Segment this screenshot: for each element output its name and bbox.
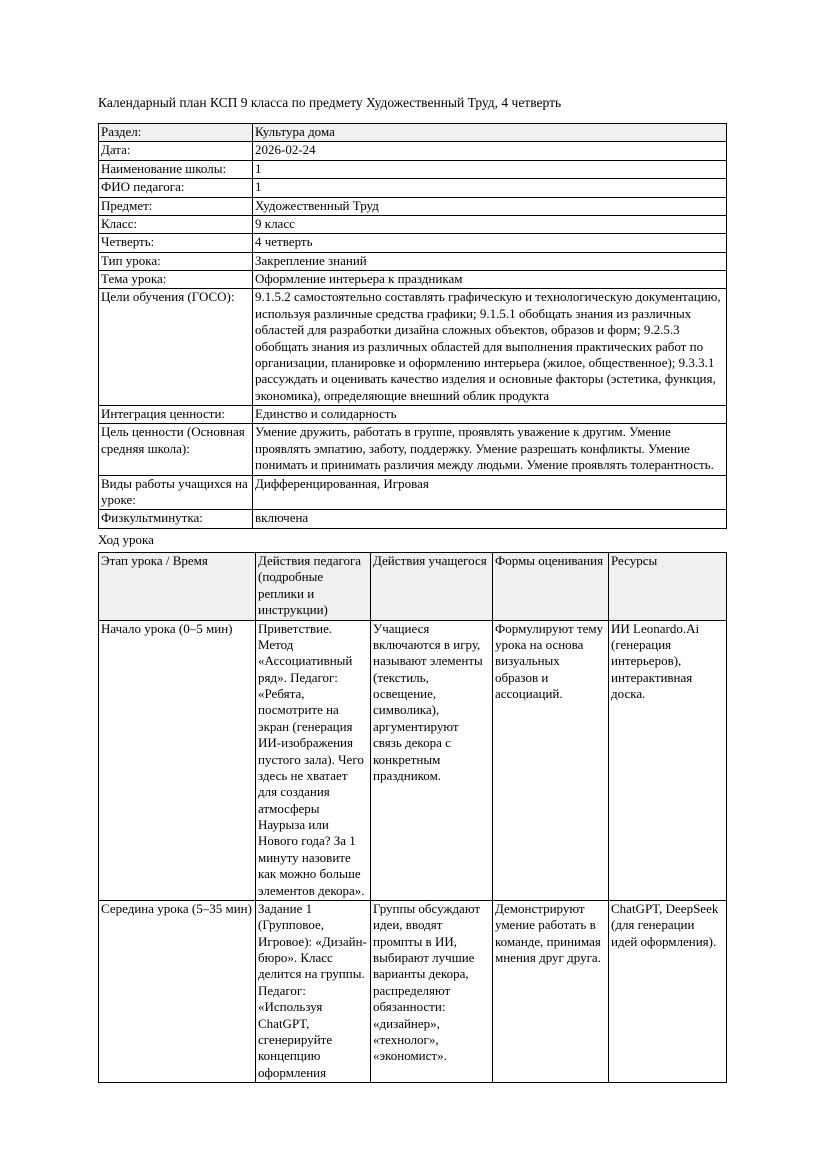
info-value-razdel: Культура дома (253, 124, 727, 142)
document-content (98, 94, 726, 1083)
info-label-quarter: Четверть: (99, 234, 253, 252)
info-value-lesson-topic: Оформление интерьера к праздникам (253, 271, 727, 289)
info-value-subject: Художественный Труд (253, 197, 727, 215)
table-row (99, 475, 727, 510)
info-value-class: 9 класс (253, 215, 727, 233)
stage-cell: Середина урока (5–35 мин) (99, 900, 256, 1082)
info-value-values-goal: Умение дружить, работать в группе, проявлять уважение к другим. Умение проявлять эмпатию, заботу, поддержку. Умение разрешать конфликты. Умение понимать и принимать различия между людьми. Умение проявлять толерантность. (253, 424, 727, 475)
info-label-subject: Предмет: (99, 197, 253, 215)
info-label-phys-minute: Физкультминутка: (99, 510, 253, 528)
teacher-actions-cell: Приветствие. Метод «Ассоциативный ряд». Педагог: «Ребята, посмотрите на экран (генерация ИИ-изображения пустого зала). Чего здесь не хватает для создания атмосферы Наурыза или Нового года? За 1 минуту назовите как можно больше элементов декора». (256, 620, 371, 900)
info-value-school: 1 (253, 160, 727, 178)
info-label-lesson-type: Тип урока: (99, 252, 253, 270)
table-row (99, 289, 727, 406)
assessment-cell: Формулируют тему урока на основа визуальных образов и ассоциаций. (493, 620, 609, 900)
table-row (99, 215, 727, 233)
info-label-work-types: Виды работы учащихся на уроке: (99, 475, 253, 510)
assessment-cell: Демонстрируют умение работать в команде, принимая мнения друг друга. (493, 900, 609, 1082)
header-assessment-forms: Формы оценивания (493, 553, 609, 621)
info-value-teacher: 1 (253, 179, 727, 197)
header-student-actions: Действия учащегося (371, 553, 493, 621)
lesson-flow-table (98, 552, 727, 1083)
page-title: Календарный план КСП 9 класса по предмету Художественный Труд, 4 четверть (98, 95, 562, 110)
info-label-teacher: ФИО педагога: (99, 179, 253, 197)
table-row (99, 234, 727, 252)
info-value-values-integration: Единство и солидарность (253, 406, 727, 424)
table-row (99, 406, 727, 424)
info-value-work-types: Дифференцированная, Игровая (253, 475, 727, 510)
lesson-table-header-row (99, 553, 727, 621)
table-row (99, 160, 727, 178)
table-row (99, 142, 727, 160)
table-row (99, 271, 727, 289)
header-resources: Ресурсы (609, 553, 727, 621)
info-label-class: Класс: (99, 215, 253, 233)
student-actions-cell: Группы обсуждают идеи, вводят промпты в ИИ, выбирают лучшие варианты декора, распределяют обязанности: «дизайнер», «технолог», «экономист». (371, 900, 493, 1082)
header-stage-time: Этап урока / Время (99, 553, 256, 621)
teacher-actions-cell: Задание 1 (Групповое, Игровое): «Дизайн-бюро». Класс делится на группы. Педагог: «Используя ChatGPT, сгенерируйте концепцию оформления (256, 900, 371, 1082)
resources-cell: ИИ Leonardo.Ai (генерация интерьеров), интерактивная доска. (609, 620, 727, 900)
info-label-values-goal: Цель ценности (Основная средняя школа): (99, 424, 253, 475)
info-label-data: Дата: (99, 142, 253, 160)
info-value-data: 2026-02-24 (253, 142, 727, 160)
info-label-goals: Цели обучения (ГОСО): (99, 289, 253, 406)
info-label-school: Наименование школы: (99, 160, 253, 178)
resources-cell: ChatGPT, DeepSeek (для генерации идей оформления). (609, 900, 727, 1082)
student-actions-cell: Учащиеся включаются в игру, называют элементы (текстиль, освещение, символика), аргументируют связь декора с конкретным праздником. (371, 620, 493, 900)
info-label-lesson-topic: Тема урока: (99, 271, 253, 289)
header-teacher-actions: Действия педагога (подробные реплики и инструкции) (256, 553, 371, 621)
section-heading-lesson-flow: Ход урока (98, 531, 154, 547)
lesson-info-table (98, 123, 727, 529)
stage-cell: Начало урока (0–5 мин) (99, 620, 256, 900)
info-label-razdel: Раздел: (99, 124, 253, 142)
info-value-lesson-type: Закрепление знаний (253, 252, 727, 270)
info-value-goals: 9.1.5.2 самостоятельно составлять графическую и технологическую документацию, используя различные средства графики; 9.1.5.1 обобщать знания из различных областей для разработки дизайна сложных объектов, образов и форм; 9.2.5.3 обобщать знания из различных областей для выполнения практических работ по организации, планировке и оформлению интерьера (жилое, общественное); 9.3.3.1 рассуждать и оценивать качество изделия и основные факторы (эстетика, функция, экономика), определяющие внешний облик продукта (253, 289, 727, 406)
table-row (99, 252, 727, 270)
table-row (99, 620, 727, 900)
table-row (99, 510, 727, 528)
table-row (99, 900, 727, 1082)
table-row (99, 179, 727, 197)
table-row (99, 124, 727, 142)
info-value-quarter: 4 четверть (253, 234, 727, 252)
info-value-phys-minute: включена (253, 510, 727, 528)
table-row (99, 197, 727, 215)
table-row (99, 424, 727, 475)
info-label-values-integration: Интеграция ценности: (99, 406, 253, 424)
